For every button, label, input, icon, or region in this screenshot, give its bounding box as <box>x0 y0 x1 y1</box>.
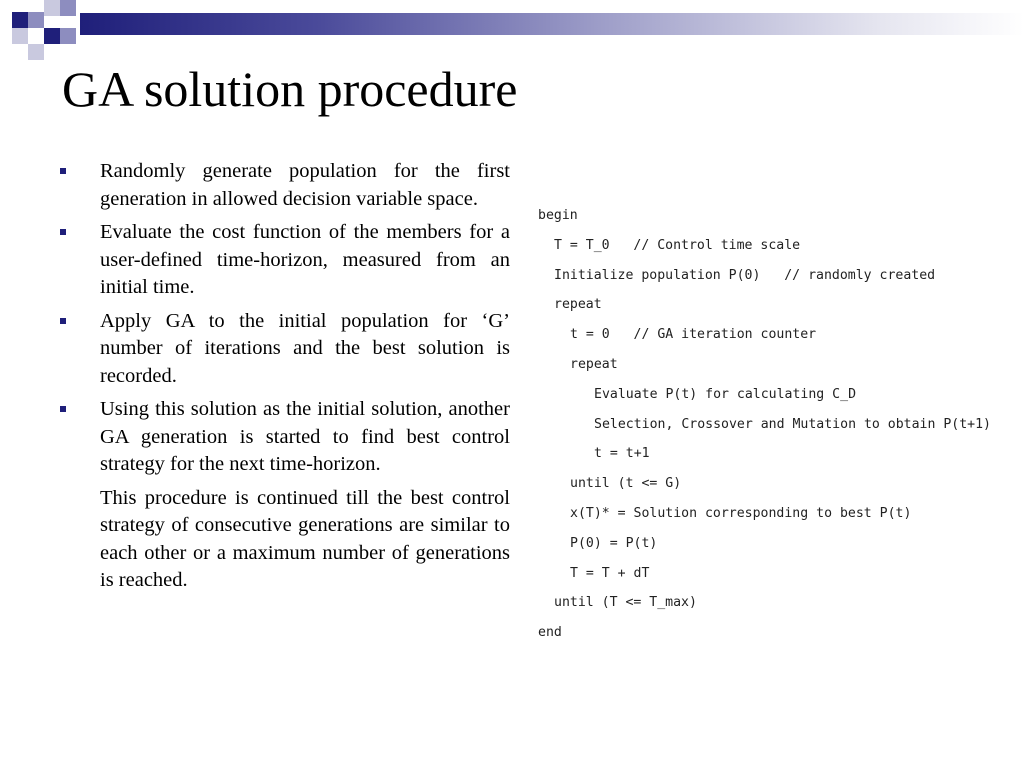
code-line: Selection, Crossover and Mutation to obtain P(t+1) <box>594 416 991 432</box>
bullet-text: Apply GA to the initial population for ‘G’ number of iterations and the best solution is recorded. <box>100 309 510 387</box>
decor-square <box>60 0 76 16</box>
decor-square <box>44 28 60 44</box>
square-bullet-icon <box>60 406 66 412</box>
bullet-item <box>60 308 510 391</box>
code-line: until (T <= T_max) <box>554 595 697 611</box>
code-line: end <box>538 625 562 641</box>
code-line: until (t <= G) <box>570 476 682 492</box>
bullet-text: Using this solution as the initial solution, another GA generation is started to find best control strategy for the next time-horizon. <box>100 398 510 475</box>
decor-square <box>12 28 28 44</box>
code-line: T = T_0 // Control time scale <box>554 237 801 253</box>
bullet-item <box>60 219 510 302</box>
pseudocode-block <box>538 201 991 648</box>
code-line: t = 0 // GA iteration counter <box>570 327 817 343</box>
bullet-item <box>60 485 510 595</box>
bullet-text: Evaluate the cost function of the members for a user-defined time-horizon, measured from an initial time. <box>100 221 510 298</box>
code-line: x(T)* = Solution corresponding to best P(t) <box>570 505 912 521</box>
decor-square <box>28 44 44 60</box>
bullet-list <box>60 158 510 601</box>
decor-square <box>28 12 44 28</box>
code-line: T = T + dT <box>570 565 650 581</box>
slide-title: GA solution procedure <box>62 61 518 117</box>
code-line: Evaluate P(t) for calculating C_D <box>594 386 857 402</box>
code-line: Initialize population P(0) // randomly created <box>554 267 936 283</box>
code-line: P(0) = P(t) <box>570 535 658 551</box>
decor-square <box>60 28 76 44</box>
bullet-item <box>60 396 510 479</box>
decor-square <box>44 0 60 16</box>
square-bullet-icon <box>60 168 66 174</box>
code-line: repeat <box>554 297 602 313</box>
code-line: t = t+1 <box>594 446 650 462</box>
square-bullet-icon <box>60 229 66 235</box>
code-line: begin <box>538 208 578 223</box>
code-line: repeat <box>570 356 618 372</box>
bullet-text: Randomly generate population for the first generation in allowed decision variable space. <box>100 160 510 210</box>
bullet-text: This procedure is continued till the best control strategy of consecutive generations are similar to each other or a maximum number of generations is reached. <box>100 486 510 591</box>
decor-square <box>12 12 28 28</box>
bullet-item <box>60 158 510 213</box>
square-bullet-icon <box>60 318 66 324</box>
header-gradient-band <box>80 13 1024 35</box>
